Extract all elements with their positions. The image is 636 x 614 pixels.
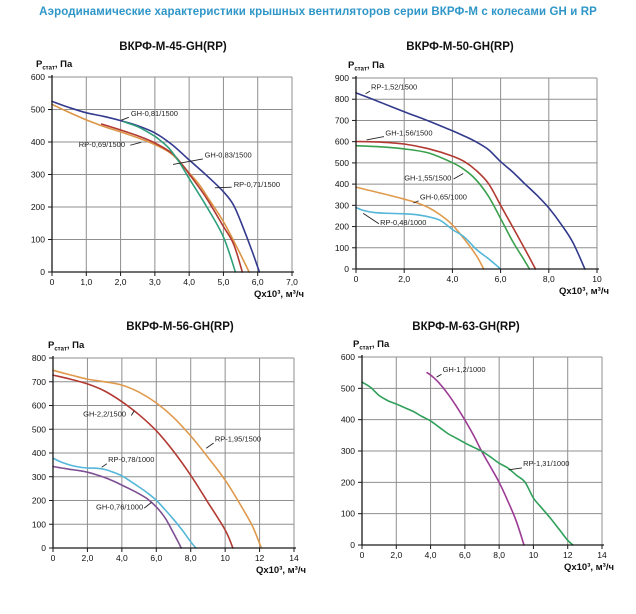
svg-text:5,0: 5,0 xyxy=(217,277,230,287)
annotation-RP-1,95/1500: RP-1,95/1500 xyxy=(214,434,262,444)
svg-text:600: 600 xyxy=(31,400,46,411)
svg-text:12: 12 xyxy=(254,553,265,563)
svg-text:6,0: 6,0 xyxy=(458,550,471,560)
svg-text:3,0: 3,0 xyxy=(148,277,161,287)
svg-text:300: 300 xyxy=(340,446,355,456)
annotation-GH-1,55/1500: GH-1,55/1500 xyxy=(404,173,452,183)
y-axis-label: $P_{стат}$, Па xyxy=(48,340,85,353)
annotation-leader xyxy=(509,468,522,470)
annotation-leader xyxy=(363,213,379,223)
annotation-GH-2,2/1500: GH-2,2/1500 xyxy=(83,409,127,419)
svg-text:200: 200 xyxy=(30,202,45,212)
svg-text:10: 10 xyxy=(220,553,230,563)
x-axis-label: Qx10³, м³/ч xyxy=(253,289,304,300)
annotation-RP-1,31/1000: RP-1,31/1000 xyxy=(523,459,570,469)
chart-title: ВКРФ-М-50-GH(RP) xyxy=(406,41,514,53)
svg-text:7,0: 7,0 xyxy=(286,277,298,287)
svg-text:4,0: 4,0 xyxy=(183,277,196,287)
annotation-GH-0,65/1000: GH-0,65/1000 xyxy=(419,192,467,202)
svg-text:4,0: 4,0 xyxy=(424,550,437,560)
svg-text:900: 900 xyxy=(334,73,349,83)
svg-text:400: 400 xyxy=(334,179,349,190)
curve-GH-1,2/1000 xyxy=(427,373,524,545)
svg-text:10: 10 xyxy=(592,274,602,284)
axes xyxy=(48,75,294,276)
svg-text:400: 400 xyxy=(30,137,45,147)
chart-вкрф-м-45-gh-rp- xyxy=(0,36,318,310)
annotation-RP-0,78/1000: RP-0,78/1000 xyxy=(108,455,155,465)
curve-GH-0,83/1500 xyxy=(124,122,235,272)
curve-RP-1,95/1500 xyxy=(53,370,261,548)
x-axis-label: Qx10³, м³/ч xyxy=(558,286,609,297)
x-axis-label: Qx10³, м³/ч xyxy=(255,565,306,576)
svg-text:100: 100 xyxy=(31,519,46,530)
annotation-leader xyxy=(437,374,442,377)
chart-вкрф-м-50-gh-rp- xyxy=(318,36,636,310)
chart-title: ВКРФ-М-56-GH(RP) xyxy=(126,321,234,333)
annotation-GH-0,81/1500: GH-0,81/1500 xyxy=(130,109,178,118)
svg-text:500: 500 xyxy=(31,424,46,435)
y-axis-label: $P_{стат}$, Па xyxy=(348,60,385,73)
svg-text:500: 500 xyxy=(30,104,45,115)
annotation-leader xyxy=(102,464,107,468)
annotation-leader xyxy=(454,174,464,180)
svg-text:600: 600 xyxy=(334,136,349,147)
svg-text:1,0: 1,0 xyxy=(80,277,93,287)
annotation-GH-0,76/1000: GH-0,76/1000 xyxy=(96,502,144,512)
svg-text:0: 0 xyxy=(344,264,349,274)
annotation-leader xyxy=(215,187,232,188)
svg-text:100: 100 xyxy=(334,242,349,253)
chart-вкрф-м-63-gh-rp- xyxy=(318,310,636,614)
svg-text:0: 0 xyxy=(359,550,365,560)
svg-text:800: 800 xyxy=(31,353,46,363)
svg-text:0: 0 xyxy=(49,277,55,287)
svg-text:300: 300 xyxy=(334,200,349,211)
annotation-RP-0,69/1500: RP-0,69/1500 xyxy=(78,139,126,149)
svg-text:14: 14 xyxy=(289,553,299,563)
svg-text:6,0: 6,0 xyxy=(150,553,163,563)
svg-text:600: 600 xyxy=(340,352,355,362)
svg-text:6,0: 6,0 xyxy=(251,277,264,287)
svg-text:2,0: 2,0 xyxy=(398,274,411,284)
page-title: Аэродинамические характеристики крышных вентиляторов серии ВКРФ-М с колесами GH и RP xyxy=(39,6,597,18)
annotation-leader xyxy=(121,117,129,120)
tick-labels xyxy=(341,352,607,560)
svg-text:6,0: 6,0 xyxy=(494,274,507,284)
svg-text:300: 300 xyxy=(30,169,45,180)
svg-text:10: 10 xyxy=(528,550,539,560)
tick-labels xyxy=(32,353,299,563)
svg-text:0: 0 xyxy=(353,274,359,284)
axes xyxy=(358,355,604,549)
svg-text:800: 800 xyxy=(334,94,349,105)
svg-text:4,0: 4,0 xyxy=(115,553,128,563)
svg-text:400: 400 xyxy=(340,414,355,425)
y-axis-label: $P_{стат}$, Па xyxy=(353,339,390,352)
svg-text:4,0: 4,0 xyxy=(446,274,459,284)
svg-text:2,0: 2,0 xyxy=(81,553,94,563)
tick-labels xyxy=(335,73,602,284)
annotation-leader xyxy=(130,142,141,145)
svg-text:2,0: 2,0 xyxy=(390,550,403,560)
annotation-leader xyxy=(206,443,213,448)
annotation-GH-1,2/1000: GH-1,2/1000 xyxy=(442,365,486,375)
svg-text:400: 400 xyxy=(31,448,46,458)
annotation-leader xyxy=(144,502,151,508)
svg-text:0: 0 xyxy=(50,553,56,563)
svg-text:700: 700 xyxy=(31,376,46,387)
svg-text:8,0: 8,0 xyxy=(493,550,506,560)
svg-text:2,0: 2,0 xyxy=(114,277,127,287)
svg-text:600: 600 xyxy=(30,72,45,82)
svg-text:500: 500 xyxy=(334,157,349,168)
svg-text:0: 0 xyxy=(40,267,45,277)
svg-text:8,0: 8,0 xyxy=(542,274,555,284)
annotation-leader xyxy=(366,91,370,94)
annotation-RP-0,71/1500: RP-0,71/1500 xyxy=(233,179,281,189)
svg-text:14: 14 xyxy=(597,550,607,560)
svg-text:0: 0 xyxy=(41,543,46,553)
svg-text:0: 0 xyxy=(350,540,355,550)
axes xyxy=(49,356,296,552)
svg-text:500: 500 xyxy=(340,383,355,394)
svg-text:8,0: 8,0 xyxy=(184,553,197,563)
annotation-GH-0,83/1500: GH-0,83/1500 xyxy=(204,150,252,160)
y-axis-label: $P_{стат}$, Па xyxy=(36,59,73,72)
plot-grid xyxy=(52,77,292,272)
svg-text:100: 100 xyxy=(340,508,355,519)
curve-GH-0,81/1500 xyxy=(52,101,259,272)
annotation-leader xyxy=(367,137,384,140)
svg-text:200: 200 xyxy=(340,477,355,488)
chart-вкрф-м-56-gh-rp- xyxy=(0,310,318,614)
chart-title: ВКРФ-М-45-GH(RP) xyxy=(119,41,227,53)
x-axis-label: Qx10³, м³/ч xyxy=(563,562,614,573)
annotation-RP-1,52/1500: RP-1,52/1500 xyxy=(370,82,418,92)
svg-text:300: 300 xyxy=(31,471,46,482)
svg-text:100: 100 xyxy=(30,234,45,245)
annotation-leader xyxy=(131,411,134,416)
annotation-RP-0,48/1000: RP-0,48/1000 xyxy=(380,218,427,228)
svg-text:12: 12 xyxy=(562,550,573,560)
svg-text:200: 200 xyxy=(334,221,349,232)
chart-title: ВКРФ-М-63-GH(RP) xyxy=(412,321,520,333)
svg-text:700: 700 xyxy=(334,115,349,126)
annotation-GH-1,56/1500: GH-1,56/1500 xyxy=(385,128,433,138)
svg-text:200: 200 xyxy=(31,495,46,506)
